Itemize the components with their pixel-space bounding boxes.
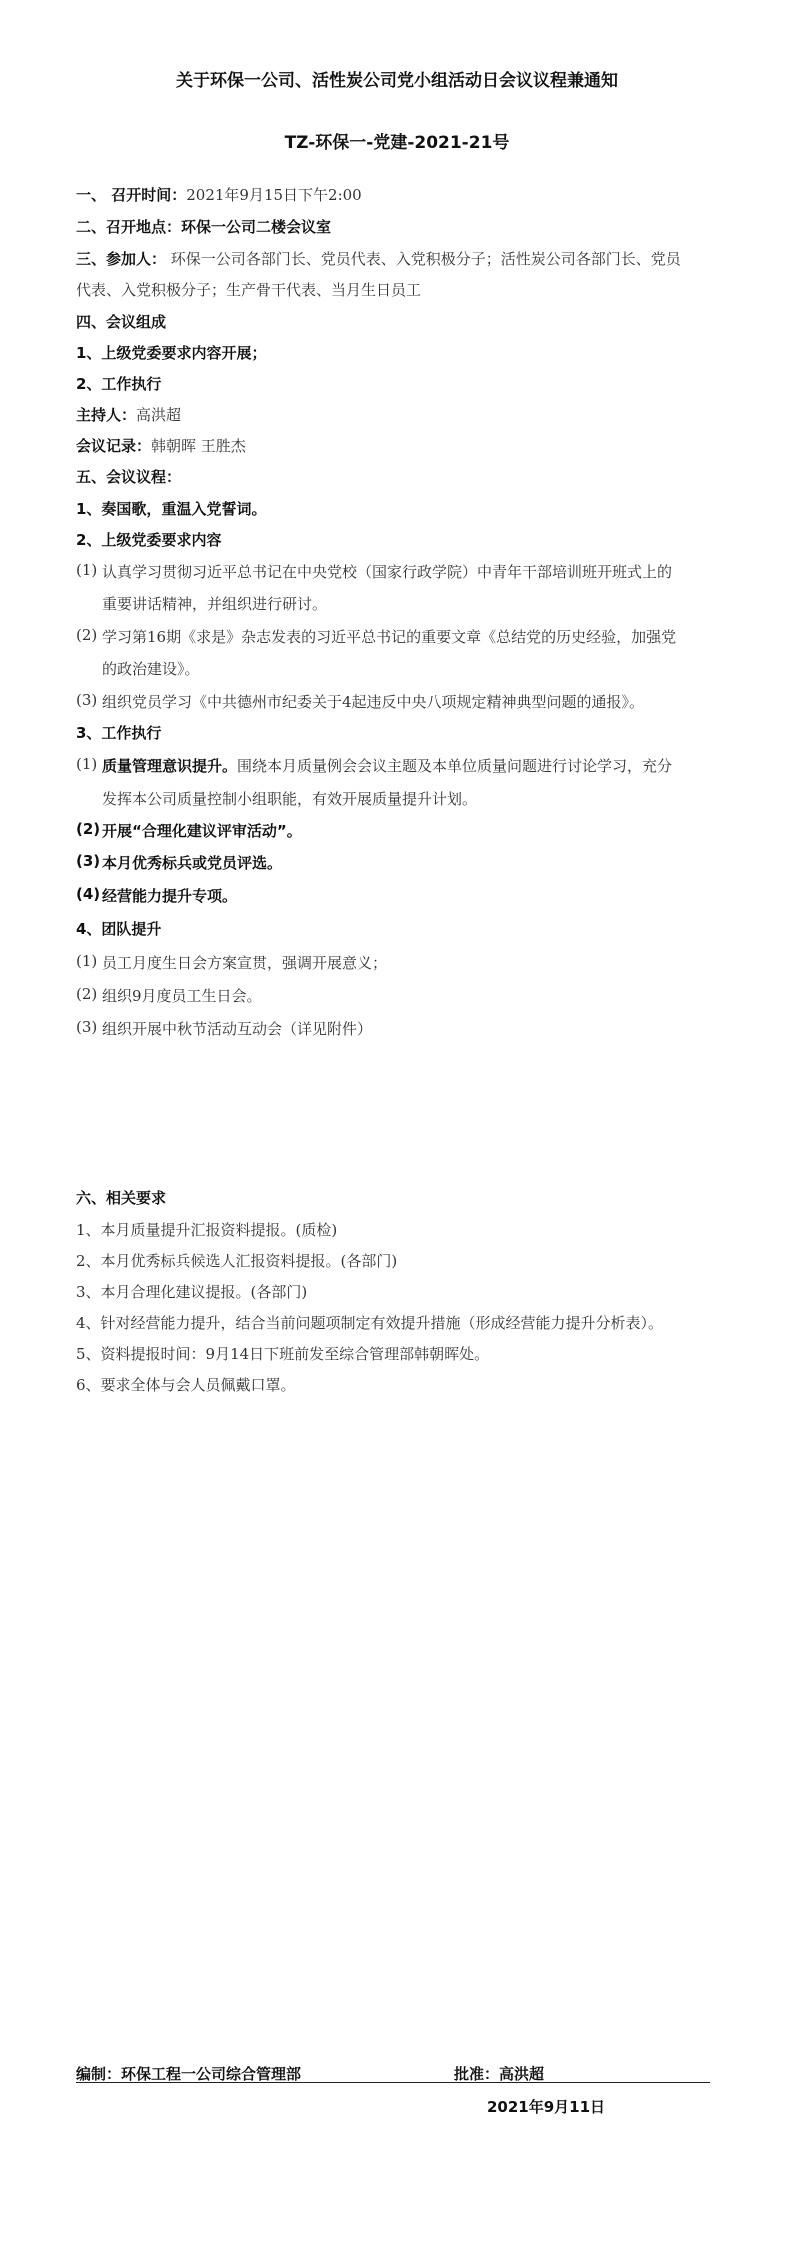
agenda-2-sub-1-cont: 重要讲话精神，并组织进行研讨。 bbox=[102, 595, 328, 613]
composition-item-1: 1、上级党委要求内容开展； bbox=[76, 344, 267, 362]
sub-number: (4) bbox=[76, 885, 101, 903]
sub-number: (2) bbox=[76, 626, 98, 644]
recorder-line bbox=[76, 435, 246, 456]
sub-number: (3) bbox=[76, 691, 98, 709]
agenda-4-sub-1 bbox=[76, 952, 388, 972]
sub-text: 开展“合理化建议评审活动”。 bbox=[102, 822, 302, 840]
host-label: 主持人： bbox=[76, 406, 137, 424]
compiled-by: 编制：环保工程一公司综合管理部 bbox=[76, 2065, 302, 2083]
section-meeting-place bbox=[76, 216, 331, 237]
meeting-time-value: 2021年9月15日下午2:00 bbox=[186, 186, 362, 204]
requirement-item-5: 5、资料提报时间：9月14日下班前发至综合管理部韩朝晖处。 bbox=[76, 1345, 490, 1363]
section-meeting-time bbox=[76, 184, 362, 205]
sub-text: 员工月度生日会方案宣贯，强调开展意义； bbox=[102, 954, 388, 972]
agenda-2-sub-1 bbox=[76, 561, 673, 581]
document-number: TZ-环保一-党建-2021-21号 bbox=[284, 133, 510, 153]
recorder-label: 会议记录： bbox=[76, 437, 152, 455]
section-agenda: 五、会议议程： bbox=[76, 468, 182, 486]
attendees-continued: 代表、入党积极分子；生产骨干代表、当月生日员工 bbox=[76, 281, 422, 299]
sub-text: 组织9月度员工生日会。 bbox=[102, 987, 262, 1005]
sub-text: 经营能力提升专项。 bbox=[102, 887, 238, 905]
recorder-value: 韩朝晖 王胜杰 bbox=[151, 437, 246, 455]
issue-date: 2021年9月11日 bbox=[487, 2098, 606, 2116]
requirement-item-1: 1、本月质量提升汇报资料提报。(质检) bbox=[76, 1221, 338, 1239]
section-requirements: 六、相关要求 bbox=[76, 1189, 167, 1207]
attendees-value: 环保一公司各部门长、党员代表、入党积极分子；活性炭公司各部门长、党员 bbox=[166, 250, 681, 268]
sub-text: 组织开展中秋节活动互动会（详见附件） bbox=[102, 1020, 373, 1038]
sub-number: (1) bbox=[76, 755, 98, 773]
section-label: 一、 召开时间： bbox=[76, 186, 187, 204]
requirement-item-4: 4、针对经营能力提升，结合当前问题项制定有效提升措施（形成经营能力提升分析表）。 bbox=[76, 1314, 664, 1332]
sub-bold-text: 质量管理意识提升。 bbox=[102, 757, 238, 775]
host-value: 高洪超 bbox=[136, 406, 182, 424]
composition-item-2: 2、工作执行 bbox=[76, 375, 162, 393]
sub-number: (2) bbox=[76, 820, 101, 838]
sub-text: 认真学习贯彻习近平总书记在中央党校（国家行政学院）中青年干部培训班开班式上的 bbox=[102, 563, 673, 581]
requirement-item-2: 2、本月优秀标兵候选人汇报资料提报。(各部门) bbox=[76, 1252, 398, 1270]
sub-number: (3) bbox=[76, 852, 101, 870]
sub-text bbox=[102, 755, 672, 776]
agenda-item-1: 1、奏国歌，重温入党誓词。 bbox=[76, 500, 267, 518]
sub-number: (1) bbox=[76, 952, 98, 970]
host-line bbox=[76, 404, 181, 425]
requirement-item-3: 3、本月合理化建议提报。(各部门) bbox=[76, 1283, 308, 1301]
section-label: 二、召开地点： bbox=[76, 218, 182, 236]
section-meeting-composition: 四、会议组成 bbox=[76, 313, 167, 331]
agenda-4-sub-2 bbox=[76, 985, 262, 1005]
sub-plain-text: 围绕本月质量例会会议主题及本单位质量问题进行讨论学习，充分 bbox=[237, 757, 673, 775]
approved-by: 批准：高洪超 bbox=[454, 2065, 545, 2083]
section-attendees bbox=[76, 248, 681, 269]
agenda-3-sub-2 bbox=[76, 820, 302, 840]
sub-number: (1) bbox=[76, 561, 98, 579]
agenda-2-sub-3 bbox=[76, 691, 645, 711]
document-title: 关于环保一公司、活性炭公司党小组活动日会议议程兼通知 bbox=[176, 71, 618, 91]
requirement-item-6: 6、要求全体与会人员佩戴口罩。 bbox=[76, 1376, 296, 1394]
section-label: 三、参加人： bbox=[76, 250, 167, 268]
agenda-2-sub-2 bbox=[76, 626, 677, 646]
sub-number: (3) bbox=[76, 1018, 98, 1036]
agenda-3-sub-1 bbox=[76, 755, 673, 775]
agenda-3-sub-4 bbox=[76, 885, 238, 905]
agenda-item-2: 2、上级党委要求内容 bbox=[76, 531, 222, 549]
agenda-4-sub-3 bbox=[76, 1018, 373, 1038]
agenda-item-4: 4、团队提升 bbox=[76, 920, 162, 938]
sub-text: 组织党员学习《中共德州市纪委关于4起违反中央八项规定精神典型问题的通报》。 bbox=[102, 693, 645, 711]
agenda-3-sub-3 bbox=[76, 852, 283, 872]
sub-number: (2) bbox=[76, 985, 98, 1003]
agenda-3-sub-1-cont: 发挥本公司质量控制小组职能，有效开展质量提升计划。 bbox=[102, 790, 478, 808]
signature-rule bbox=[76, 2082, 710, 2083]
meeting-place-value: 环保一公司二楼会议室 bbox=[181, 218, 332, 236]
agenda-2-sub-2-cont: 的政治建设》。 bbox=[102, 660, 200, 678]
agenda-item-3: 3、工作执行 bbox=[76, 724, 162, 742]
sub-text: 本月优秀标兵或党员评选。 bbox=[102, 854, 283, 872]
sub-text: 学习第16期《求是》杂志发表的习近平总书记的重要文章《总结党的历史经验，加强党 bbox=[102, 628, 677, 646]
